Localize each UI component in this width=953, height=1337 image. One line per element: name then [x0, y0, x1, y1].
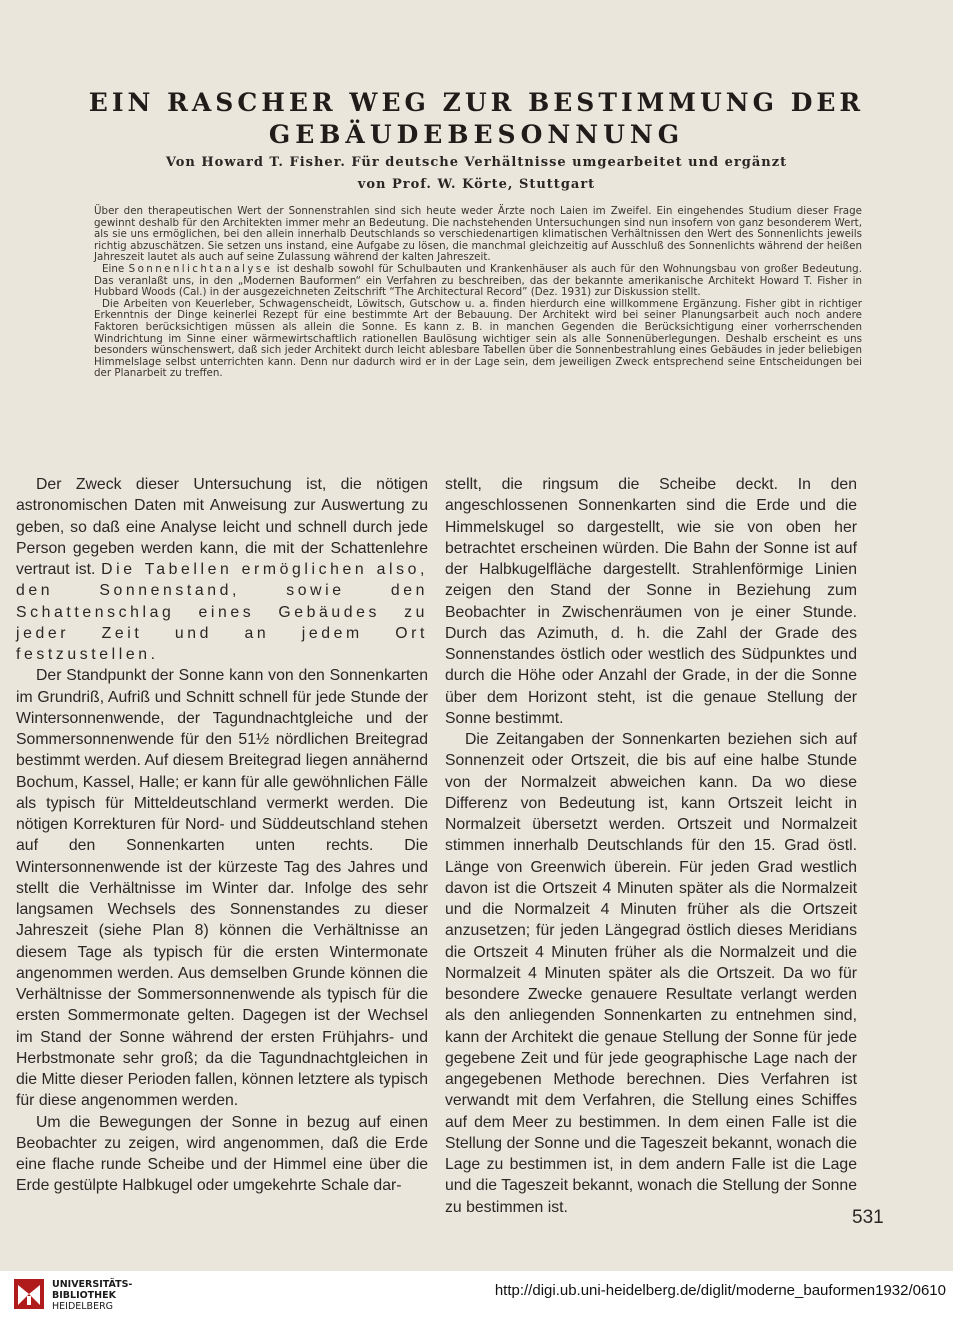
byline-line-1: Von Howard T. Fisher. Für deutsche Verhältnisse umgearbeitet und ergänzt [165, 155, 788, 170]
intro-paragraph-2 [94, 264, 862, 299]
left-paragraph-2: Der Standpunkt der Sonne kann von den Sonnenkarten im Grundriß, Aufriß und Schnitt schnell für jede Stunde der Wintersonnenwende, der Tagundnachtgleiche und der Sommersonnenwende für den 51½ nördlichen Breitegrad bestimmt werden. Auf diesem Breitegrad liegen annähernd Bochum, Kassel, Halle; er kann für alle gewöhnlichen Fälle als typisch für Mitteldeutschland vermerkt werden. Die nötigen Korrekturen für Nord- und Süddeutschland stehen auf den Sonnenkarten unten rechts. Die Wintersonnenwende ist der kürzeste Tag des Jahres und stellt die Verhältnisse im Winter dar. Infolge des sehr langsamen Wechsels des Sonnenstandes zu dieser Jahreszeit (siehe Plan 8) können die Verhältnisse an diesem Tage als typisch für die ersten Wintermonate angenommen werden. Aus demselben Grunde können die Verhältnisse der Sommersonnenwende als typisch für die ersten Sommermonate gelten. Dagegen ist der Wechsel im Stand der Sonne während der ersten Frühjahrs- und Herbstmonate sehr groß; da die Tagundnachtgleichen in die Mitte dieser Perioden fallen, können letztere als typisch für diese angenommen werden. [16, 667, 428, 1110]
library-name-line-1: UNIVERSITÄTS- [52, 1279, 133, 1290]
footer-bar [0, 1271, 953, 1337]
left-p1-start: Der Zweck dieser Untersuchung ist, die nötigen astronomischen Daten mit Anweisung zur Auswertung zu geben, so daß eine Analyse leicht und schnell durch jede Person gegeben werden kann, die mit der Schattenlehre vertraut ist. [16, 476, 428, 578]
left-paragraph-3: Um die Bewegungen der Sonne in bezug auf einen Beobachter zu zeigen, wird angenommen, daß die Erde eine flache runde Scheibe und der Himmel eine über die Erde gestülpte Halbkugel oder umgekehrte Schale dar- [16, 1113, 428, 1195]
library-name-line-3: HEIDELBERG [52, 1301, 114, 1312]
right-paragraph-2: Die Zeitangaben der Sonnenkarten beziehen sich auf Sonnenzeit oder Ortszeit, die bis auf eine halbe Stunde von der Normalzeit abweichen kann. Da wo diese Differenz von Bedeutung ist, kann Ortszeit leicht in Normalzeit übersetzt werden. Ortszeit und Normalzeit stimmen innerhalb Deutschlands für den 15. Grad östl. Länge von Greenwich überein. Für jeden Grad westlich davon ist die Ortszeit 4 Minuten später als die Normalzeit und die Normalzeit 4 Minuten früher als die Ortszeit anzusetzen; für jeden Längegrad östlich dieses Meridians die Ortszeit 4 Minuten früher als die Normalzeit und die Normalzeit 4 Minuten später als die Ortszeit. Da wo für besondere Zwecke genauere Resultate verlangt werden als den anliegenden Sonnenkarten zu entnehmen sind, kann der Architekt die genaue Stellung der Sonne für jede gegebene Zeit und für jede geographische Lage nach der angegebenen Methode berechnen. Dies Verfahren ist verwandt mit dem Verfahren, die Stellung eines Schiffes auf dem Meer zu bestimmen. In dem einen Falle ist die Stellung der Sonne und die Tageszeit bekannt, wonach die Lage zu bestimmen ist, in dem andern Falle ist die Lage und die Tageszeit bekannt, wonach die Stellung der Sonne zu bestimmen ist. [445, 731, 857, 1216]
intro-p2-spaced: Sonnenlichtanalyse [128, 262, 273, 275]
page-number: 531 [852, 1207, 884, 1228]
library-name [52, 1279, 132, 1312]
library-name-line-2: BIBLIOTHEK [52, 1290, 116, 1301]
right-column [445, 474, 857, 1218]
source-url-link[interactable]: http://digi.ub.uni-heidelberg.de/diglit/moderne_bauformen1932/0610 [494, 1282, 946, 1299]
intro-paragraph-3: Die Arbeiten von Keuerleber, Schwagenscheidt, Löwitsch, Gutschow u. a. finden hierdurch eine willkommene Ergänzung. Fisher gibt in richtiger Erkenntnis der Dinge keinerlei Rezept für eine bestimmte Art der Bebauung. Der Architekt wird bei seiner Planungsarbeit auch noch andere Faktoren berücksichtigen müssen als allein die Sonne. Es kann z. B. in manchen Gegenden die Berücksichtigung einer vorherrschenden Windrichtung im Sinne einer wärmewirtschaftlich rationellen Baulösung wichtiger sein als alle Sonnenüberlegungen. Deshalb erscheint es uns besonders wünschenswert, daß sich jeder Architekt durch leicht ablesbare Tabellen über die Sonnenbestrahlung eines Gebäudes in jeder beliebigen Himmelslage selbst unterrichten kann. Denn nur dadurch wird er in der Lage sein, dem jeweiligen Zweck entsprechend seine Entscheidungen bei der Planarbeit zu treffen. [94, 297, 862, 380]
intro-p2-rest: ist deshalb sowohl für Schulbauten und Krankenhäuser als auch für den Wohnungsbau von großer Bedeutung. Das veranlaßt uns, in den „Modernen Bauformen“ ein Verfahren zu beschreiben, das der bekannte amerikanische Architekt Howard T. Fisher in Hubbard Woods (Cal.) in der ausgezeichneten Zeitschrift “The Architectural Record” (Dez. 1931) zur Diskussion stellt. [94, 262, 862, 299]
byline-line-2: von Prof. W. Körte, Stuttgart [357, 177, 596, 192]
intro-paragraph-1: Über den therapeutischen Wert der Sonnenstrahlen sind sich heute weder Ärzte noch Laien im Zweifel. Ein eingehendes Studium dieser Frage gewinnt deshalb für den Architekten immer mehr an Bedeutung. Die nachstehenden Untersuchungen sind nun insofern von ganz besonderem Wert, als sie uns ermöglichen, bei den allein innerhalb Deutschlands so verschiedenartigen klimatischen Verhältnissen den Wert des Sonnenlichts jeweils richtig abzuschätzen. Sie setzen uns instand, eine Aufgabe zu lösen, die manchmal gleichzeitig auf Ausschluß des Sonnenlichts während der heißen Jahreszeit lautet als auch auf seine Zulassung während der kalten Jahreszeit. [94, 205, 862, 264]
article-title-line-1: EIN RASCHER WEG ZUR BESTIMMUNG DER [88, 88, 865, 117]
left-paragraph-1 [16, 474, 428, 665]
intro-p2-prefix: Eine [102, 262, 129, 275]
right-paragraph-1: stellt, die ringsum die Scheibe deckt. In den angeschlossenen Sonnenkarten sind die Erde und die Himmelskugel so dargestellt, wie sie von oben her betrachtet erscheinen würden. Die Bahn der Sonne ist auf der Halbkugelfläche dargestellt. Strahlenförmige Linien zeigen den Stand der Sonne in Beziehung zum Beobachter in Zwischenräumen von je einer Stunde. Durch das Azimuth, d. h. die Zahl der Grade des Sonnenstandes östlich oder westlich des Südpunktes und durch die Höhe oder Anzahl der Grade, in der die Sonne über dem Horizont steht, ist die genaue Stellung der Sonne bestimmt. [445, 476, 857, 727]
left-p1-spaced: Die Tabellen ermöglichen also, den Sonnenstand, sowie den Schattenschlag eines Gebäudes zu jeder Zeit und an jedem Ort festzustellen. [16, 561, 428, 663]
left-column [16, 474, 428, 1197]
library-logo-icon [14, 1279, 44, 1309]
article-title-line-2: GEBÄUDEBESONNUNG [268, 120, 685, 149]
logo-bar [27, 1296, 31, 1305]
intro-block [94, 206, 862, 380]
